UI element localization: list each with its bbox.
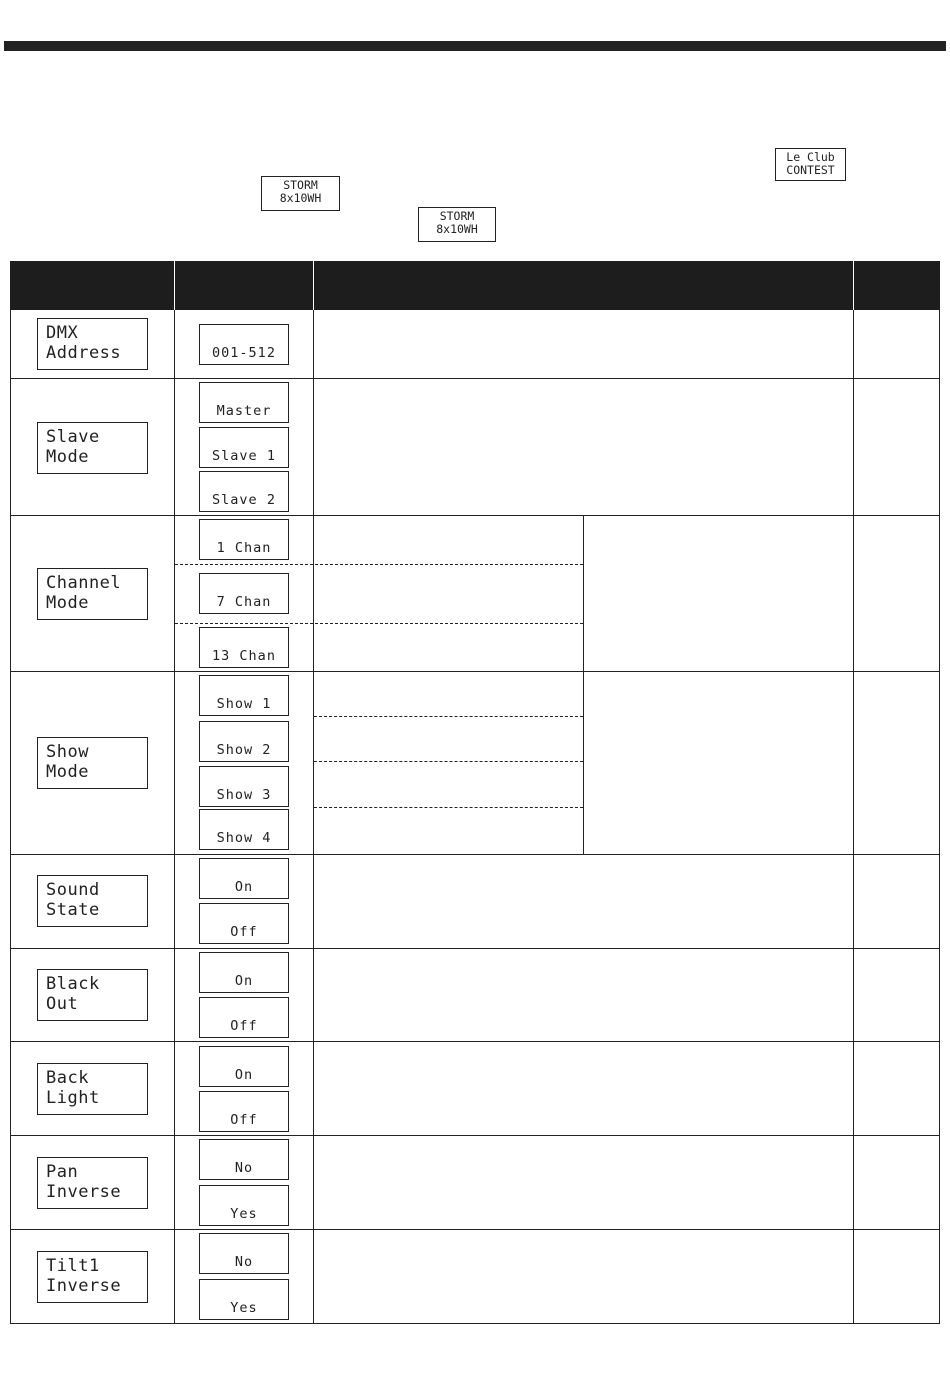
menu-line: Channel bbox=[46, 573, 122, 593]
option-text: 1 Chan bbox=[216, 540, 272, 556]
menu-line: Slave bbox=[46, 427, 100, 447]
option-display-show-3 bbox=[199, 766, 289, 807]
lcd-line: Le Club bbox=[786, 150, 835, 164]
option-display-on bbox=[199, 858, 289, 899]
menu-line: Mode bbox=[46, 762, 89, 782]
menu-display-tilt1-inverse bbox=[37, 1251, 148, 1303]
option-display-no bbox=[199, 1139, 289, 1180]
menu-line: State bbox=[46, 900, 100, 920]
option-text: Slave 2 bbox=[212, 492, 276, 508]
option-text: Master bbox=[216, 403, 272, 419]
option-display-master bbox=[199, 382, 289, 423]
option-text: Off bbox=[230, 924, 258, 940]
option-text: 001-512 bbox=[212, 345, 276, 361]
option-text: Show 1 bbox=[216, 696, 272, 712]
option-text: On bbox=[234, 879, 254, 895]
option-text: No bbox=[234, 1160, 254, 1176]
menu-display-show-mode bbox=[37, 737, 148, 789]
option-text: 7 Chan bbox=[216, 594, 272, 610]
option-text: Yes bbox=[230, 1206, 258, 1222]
menu-line: Address bbox=[46, 343, 122, 363]
lcd-label-storm-b bbox=[418, 207, 496, 242]
menu-display-channel-mode bbox=[37, 568, 148, 620]
option-display-13-chan bbox=[199, 627, 289, 668]
row-divider bbox=[10, 854, 940, 855]
dashed-separator bbox=[314, 716, 583, 717]
menu-display-slave-mode bbox=[37, 422, 148, 474]
menu-line: Black bbox=[46, 974, 100, 994]
menu-line: Mode bbox=[46, 593, 89, 613]
menu-line: Sound bbox=[46, 880, 100, 900]
option-text: Slave 1 bbox=[212, 448, 276, 464]
option-display-show-4 bbox=[199, 809, 289, 850]
option-text: On bbox=[234, 1067, 254, 1083]
lcd-label-le-club-contest bbox=[775, 148, 846, 181]
option-text: Off bbox=[230, 1112, 258, 1128]
menu-display-dmx-address bbox=[37, 318, 148, 370]
row-divider bbox=[10, 1229, 940, 1230]
option-display-off bbox=[199, 1091, 289, 1132]
dashed-separator bbox=[175, 564, 583, 565]
menu-line: Inverse bbox=[46, 1276, 122, 1296]
menu-display-back-light bbox=[37, 1063, 148, 1115]
dashed-separator bbox=[314, 761, 583, 762]
menu-display-black-out bbox=[37, 969, 148, 1021]
column-divider bbox=[853, 310, 854, 1324]
option-display-on bbox=[199, 1046, 289, 1087]
header-divider bbox=[174, 261, 175, 310]
top-rule bbox=[4, 41, 946, 51]
menu-line: Light bbox=[46, 1088, 100, 1108]
row-divider bbox=[10, 671, 940, 672]
option-display-7-chan bbox=[199, 573, 289, 614]
table-border bbox=[10, 310, 11, 1324]
table-border bbox=[939, 310, 940, 1324]
option-text: Show 4 bbox=[216, 830, 272, 846]
lcd-label-storm-a bbox=[261, 176, 340, 211]
column-divider bbox=[313, 310, 314, 1324]
menu-display-sound-state bbox=[37, 875, 148, 927]
header-divider bbox=[853, 261, 854, 310]
menu-line: Mode bbox=[46, 447, 89, 467]
option-display-show-1 bbox=[199, 675, 289, 716]
option-text: Show 2 bbox=[216, 742, 272, 758]
option-text: Show 3 bbox=[216, 787, 272, 803]
option-display-slave-2 bbox=[199, 471, 289, 512]
menu-line: Tilt1 bbox=[46, 1256, 100, 1276]
lcd-line: 8x10WH bbox=[279, 191, 322, 205]
menu-line: Inverse bbox=[46, 1182, 122, 1202]
option-display-slave-1 bbox=[199, 427, 289, 468]
row-divider bbox=[10, 948, 940, 949]
menu-line: DMX bbox=[46, 323, 79, 343]
dashed-separator bbox=[175, 623, 583, 624]
option-text: 13 Chan bbox=[212, 648, 276, 664]
row-divider bbox=[10, 1041, 940, 1042]
option-display-on bbox=[199, 952, 289, 993]
lcd-line: STORM bbox=[439, 209, 475, 223]
option-text: Off bbox=[230, 1018, 258, 1034]
lcd-line: STORM bbox=[283, 178, 318, 192]
column-divider bbox=[174, 310, 175, 1324]
column-divider bbox=[583, 516, 584, 854]
menu-line: Show bbox=[46, 742, 89, 762]
option-display-off bbox=[199, 997, 289, 1038]
option-text: On bbox=[234, 973, 254, 989]
menu-display-pan-inverse bbox=[37, 1157, 148, 1209]
lcd-line: CONTEST bbox=[786, 163, 835, 177]
row-divider bbox=[10, 515, 940, 516]
option-display-1-chan bbox=[199, 519, 289, 560]
row-divider bbox=[10, 1135, 940, 1136]
row-divider bbox=[10, 378, 940, 379]
menu-line: Back bbox=[46, 1068, 89, 1088]
menu-table bbox=[10, 261, 940, 1324]
option-display-yes bbox=[199, 1185, 289, 1226]
option-text: No bbox=[234, 1254, 254, 1270]
option-display-show-2 bbox=[199, 721, 289, 762]
lcd-line: 8x10WH bbox=[436, 222, 478, 236]
menu-line: Out bbox=[46, 994, 79, 1014]
option-display-001-512 bbox=[199, 324, 289, 365]
header-divider bbox=[313, 261, 314, 310]
option-display-off bbox=[199, 903, 289, 944]
option-display-yes bbox=[199, 1279, 289, 1320]
table-border bbox=[10, 1323, 940, 1324]
menu-line: Pan bbox=[46, 1162, 79, 1182]
dashed-separator bbox=[314, 807, 583, 808]
option-display-no bbox=[199, 1233, 289, 1274]
option-text: Yes bbox=[230, 1300, 258, 1316]
table-header bbox=[10, 261, 940, 310]
